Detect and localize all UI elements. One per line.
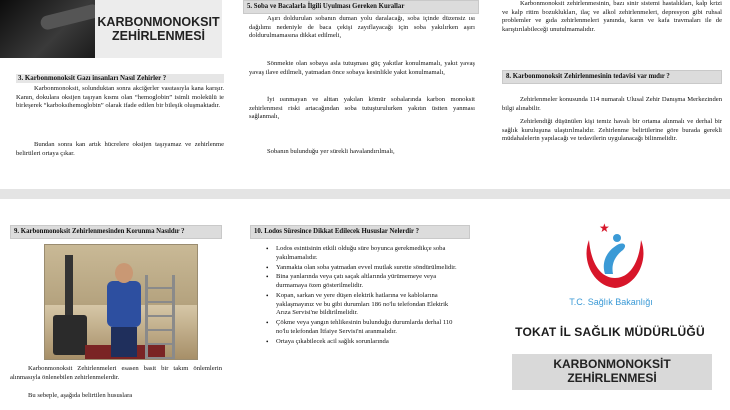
lodos-bullet-list [264, 245, 464, 347]
banner-image [0, 0, 222, 58]
section-3-para2: Bundan sonra kan artık hücrelere oksijen taşıyamaz ve zehirlenme belirtileri ortaya çıkar. [16, 141, 224, 157]
section-9-para1: Karbonmonoksit Zehirlenmeleri esasen basit bir takım önlemlerin alınmasıyla önlenebilen zehirlenmelerdir. [10, 365, 222, 381]
section-5-para4: Sobanın bulunduğu yer sürekli havalandırılmalı, [267, 148, 395, 155]
ministry-name: T.C. Sağlık Bakanlığı [569, 297, 653, 307]
list-item: • Kopan, sarkan ve yere düşen elektrik hatlarına ve kablolarına yaklaşmayınız ve bu gibi durumları 186 no'lu telefondan Elektrik Arıza Servisi'ne bildirilmelidir. [264, 292, 464, 318]
section-9-para2: Bu sebeple, aşağıda belirtilen hususlara [28, 392, 133, 399]
bottom-middle-panel [250, 199, 475, 410]
ministry-logo-icon [575, 230, 655, 294]
section-8-para1: Zehirlenmeler konusunda 114 numaralı Ulusal Zehir Danışma Merkezinden bilgi alınabilir. [502, 96, 722, 112]
stove-safety-photo [44, 244, 198, 360]
section-5-para3: İyi ısınmayan ve alttan yakılan kömür sobalarında karbon monoksit zehirlenmesi riski artacağından soba tutuşturulurken yakıtın üstten yanması sağlanmalı, [249, 96, 475, 121]
brochure-title: KARBONMONOKSİT ZEHİRLENMESİ [512, 354, 712, 390]
list-item: • Çökme veya yangın tehlikesinin bulunduğu durumlarda derhal 110 no'lu telefondan İtfaiye Servisi'ni aranmalıdır. [264, 319, 464, 337]
section-10-heading: 10. Lodos Süresince Dikkat Edilecek Hususlar Nelerdir ? [250, 225, 470, 239]
section-9-heading: 9. Karbonmonoksit Zehirlenmesinden Korunma Nasıldır ? [10, 225, 222, 239]
section-8-heading: 8. Karbonmonoksit Zehirlenmesinin tedavisi var mıdır ? [502, 70, 722, 84]
directorate-title: TOKAT İL SAĞLIK MÜDÜRLÜĞÜ [515, 325, 705, 339]
section-3-para1: Karbonmonoksit, solunduktan sonra akciğerler vasıtasıyla kana karışır. Kanın, dokulara oksijen taşıyan kısmı olan “hemoglobin” isimli molekülü ie birleşerek “karboksihemoglobin” olarak ifade edilen bir bileşik oluşmaktadır. [16, 85, 224, 110]
section-3-heading: 3. Karbonmonoksit Gazı insanları Nasıl Zehirler ? [16, 74, 224, 83]
section-5-para1: Aşırı doldurulan sobanın duman yolu daralacağı, soba içinde düzensiz ısı dağılımı nedeniyle de baca çekişi zayıflayacağı için soba yakılırken aşırı doldurulmamasına dikkat edilmeli, [249, 15, 475, 40]
page-gap [0, 189, 730, 199]
section-5-para2: Sönmekte olan sobaya asla tutuşması güç yakıtlar konulmamalı, yakıt yavaş yavaş ilave edilmeli, yatmadan önce sobaya kesinlikle yakıt konulmamalı, [249, 60, 475, 76]
list-item: • Lodos esintisinin etkili olduğu süre boyunca gerekmedikçe soba yakılmamalıdır. [264, 245, 464, 263]
section-5-heading: 5. Soba ve Bacalarla İlgili Uyulması Gereken Kurallar [243, 0, 479, 14]
top-left-panel [0, 0, 232, 189]
list-item: • Bina yanlarında veya çatı saçak altlarında yürümemeye veya durmamaya özen gösterilmelidir. [264, 273, 464, 291]
star-icon: ★ [599, 221, 610, 235]
list-item: • Ortaya çıkabilecek acil sağlık sorunlarında [264, 338, 464, 347]
list-item: • Yanmakta olan soba yatmadan evvel mutlak surette söndürülmelidir. [264, 264, 464, 273]
section-7-para: Karbonmonoksit zehirlenmesinin, bazı sinir sistemi hastalıkları, kalp krizi ve kalp ritim bozuklukları, ilaç ve alkol zehirlenmeleri, depresyon gibi ruhsal problemler ve gıda zehirlenmeleri yanında, karın ve kafa travmaları ile de karıştırılabileceği unutulmamalıdır. [502, 0, 722, 34]
section-8-para2: Zehirlendiği düşünülen kişi temiz havalı bir ortama alınmalı ve derhal bir sağlık kuruluşuna ulaştırılmalıdır. Zehirlenme belirtilerine göre burada gerekli müdahalelerin yapılacağı ve tedavilerin uygulanacağı bilinmelidir. [502, 118, 722, 143]
top-right-panel [498, 0, 730, 189]
banner-title: KARBONMONOKSIT ZEHİRLENMESİ [95, 0, 222, 58]
top-middle-panel [243, 0, 483, 189]
